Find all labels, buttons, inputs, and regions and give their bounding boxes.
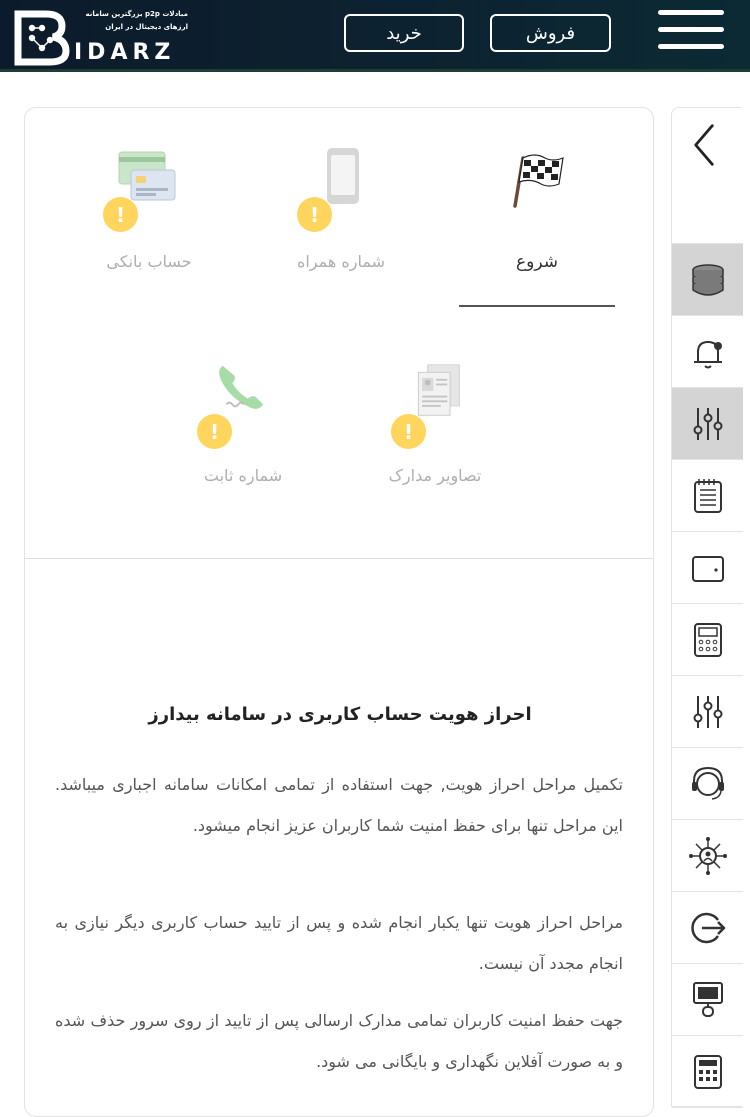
info-paragraph-1: تکمیل مراحل احراز هویت, جهت استفاده از تمامی امکانات سامانه اجباری میباشد. این مراحل تنها برای حفظ امنیت شما کاربران عزیز انجام میشود. bbox=[55, 775, 623, 835]
step-label-start: شروع bbox=[516, 252, 558, 272]
landline-phone-icon bbox=[213, 360, 271, 418]
sidebar-item-sliders[interactable] bbox=[672, 388, 743, 460]
calculator-icon bbox=[688, 620, 728, 660]
documents-icon bbox=[409, 362, 465, 420]
warning-badge-icon: ! bbox=[197, 414, 232, 449]
kiosk-icon bbox=[688, 980, 728, 1020]
step-label-mobile: شماره همراه bbox=[296, 252, 386, 271]
buy-button[interactable]: خرید bbox=[344, 14, 464, 52]
checkered-flag-icon bbox=[507, 148, 567, 208]
sidebar-item-settings[interactable] bbox=[672, 676, 743, 748]
sidebar-item-support[interactable] bbox=[672, 748, 743, 820]
network-user-icon bbox=[688, 836, 728, 876]
sidebar-item-wallet[interactable] bbox=[672, 532, 743, 604]
sell-button[interactable]: فروش bbox=[490, 14, 611, 52]
logo-wordmark: IDARZ bbox=[74, 40, 176, 65]
logo-tagline-2: ارزهای دیجیتال در ایران bbox=[105, 23, 188, 31]
sidebar-item-kiosk[interactable] bbox=[672, 964, 743, 1036]
back-button[interactable] bbox=[672, 108, 743, 244]
side-navigation bbox=[671, 107, 742, 1107]
step-label-documents: تصاویر مدارک bbox=[388, 466, 482, 485]
keypad-icon bbox=[688, 1052, 728, 1092]
step-label-bank: حساب بانکی bbox=[106, 252, 192, 271]
headset-support-icon bbox=[688, 764, 728, 804]
bidarz-logo[interactable] bbox=[8, 6, 198, 66]
active-step-underline bbox=[459, 305, 615, 307]
notification-bell-icon bbox=[688, 332, 728, 372]
sidebar-item-notifications[interactable] bbox=[672, 316, 743, 388]
logo-tagline-1: بزرگترین سامانه p2p مبادلات bbox=[85, 10, 188, 18]
sidebar-item-keypad[interactable] bbox=[672, 1036, 743, 1108]
sliders-icon bbox=[688, 404, 728, 444]
top-header bbox=[0, 0, 750, 72]
wallet-icon bbox=[688, 548, 728, 588]
sidebar-item-notepad[interactable] bbox=[672, 460, 743, 532]
info-paragraph-2: مراحل احراز هویت تنها یکبار انجام شده و پس از تایید حساب کاربری دیگر نیازی به انجام مجدد آن نیست. bbox=[55, 913, 623, 973]
step-start[interactable] bbox=[457, 144, 617, 304]
sidebar-item-logout[interactable] bbox=[672, 892, 743, 964]
sidebar-item-coins[interactable] bbox=[672, 244, 743, 316]
step-mobile-number[interactable] bbox=[261, 144, 421, 304]
warning-badge-icon: ! bbox=[391, 414, 426, 449]
section-divider bbox=[25, 558, 653, 559]
info-title: احراز هویت حساب کاربری در سامانه بیدارز bbox=[148, 704, 532, 725]
logout-icon bbox=[688, 908, 728, 948]
warning-badge-icon: ! bbox=[297, 197, 332, 232]
chevron-left-icon bbox=[690, 122, 718, 168]
coins-icon bbox=[688, 260, 728, 300]
step-bank-account[interactable] bbox=[69, 144, 229, 304]
logo-b-mark bbox=[12, 8, 70, 66]
warning-badge-icon: ! bbox=[103, 197, 138, 232]
step-documents[interactable] bbox=[355, 358, 515, 498]
step-label-landline: شماره ثابت bbox=[203, 466, 283, 485]
step-landline[interactable] bbox=[163, 358, 323, 498]
notepad-icon bbox=[688, 476, 728, 516]
sidebar-item-network[interactable] bbox=[672, 820, 743, 892]
sidebar-item-calculator[interactable] bbox=[672, 604, 743, 676]
info-paragraph-3: جهت حفظ امنیت کاربران تمامی مدارک ارسالی پس از تایید از روی سرور حذف شده و به صورت آفلاین نگهداری و بایگانی می شود. bbox=[55, 1011, 623, 1071]
settings-sliders-icon bbox=[688, 692, 728, 732]
verification-card bbox=[24, 107, 654, 1117]
hamburger-icon[interactable] bbox=[656, 10, 726, 56]
mobile-phone-icon bbox=[323, 146, 363, 206]
